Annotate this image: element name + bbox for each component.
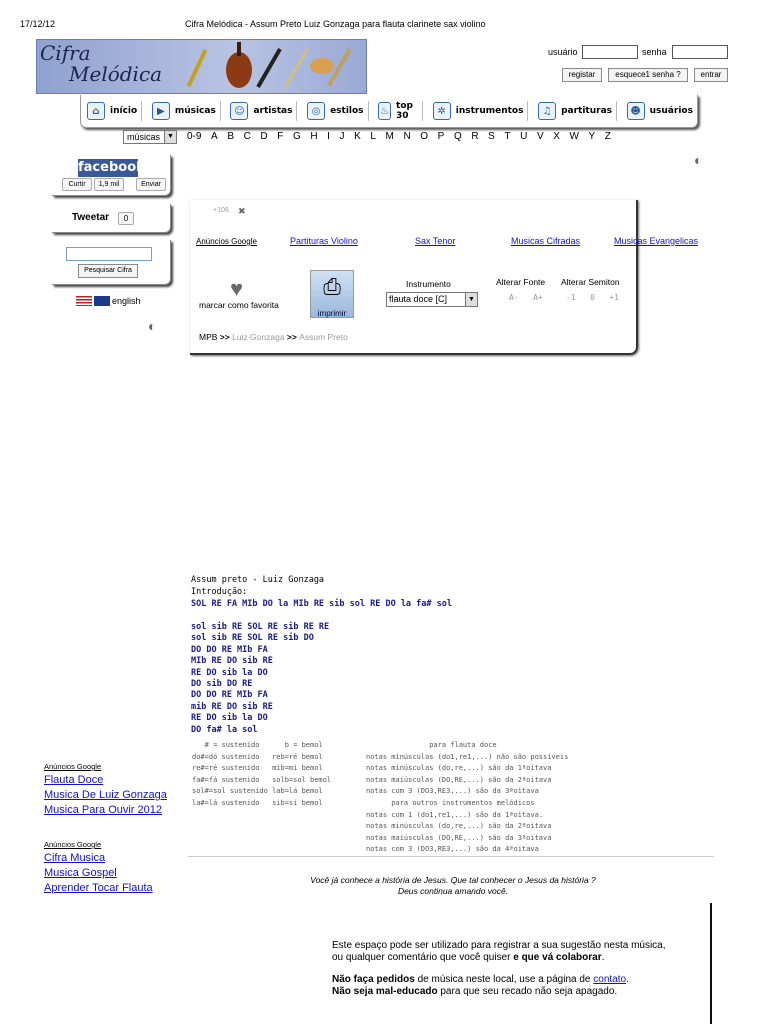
favorite-link[interactable]: marcar como favorita xyxy=(199,300,279,310)
password-input[interactable] xyxy=(672,45,728,59)
intro-label: Introdução: xyxy=(191,587,248,597)
menu-item-home[interactable] xyxy=(87,102,137,120)
ad-link[interactable]: Partituras Violino xyxy=(290,236,358,246)
musicas-select[interactable] xyxy=(123,130,177,144)
legend-line: notas maiúsculas (DO,RE,...) são da 3ªoitava xyxy=(366,833,552,842)
instrument-select[interactable] xyxy=(386,292,478,307)
alphabet-letter[interactable]: S xyxy=(488,131,495,142)
menu-item-instruments[interactable] xyxy=(433,102,524,120)
uk-flag-icon xyxy=(94,296,110,306)
menu-item-label: músicas xyxy=(174,106,216,116)
menu-item-label: instrumentos xyxy=(455,106,524,116)
menu-item-label: artistas xyxy=(253,106,293,116)
alphabet-letter[interactable]: Q xyxy=(453,131,462,142)
legend-line: re#=ré sustenido mib=mi bemol xyxy=(192,764,323,773)
main-menu xyxy=(80,95,698,128)
facebook-like-count: 1,9 mil xyxy=(94,178,124,191)
sidebar-ads-1 xyxy=(44,762,167,816)
instrument-label: Instrumento xyxy=(406,279,451,289)
google-ads-label[interactable]: Anúncios Google xyxy=(44,840,102,849)
forgot-password-button[interactable]: esquece1 senha ? xyxy=(608,68,688,82)
chevron-down-icon: ▼ xyxy=(465,293,477,306)
sidebar-ad-link[interactable]: Musica De Luiz Gonzaga xyxy=(44,789,167,801)
artist-icon: ☺ xyxy=(230,102,248,120)
menu-item-label: usuários xyxy=(649,106,693,116)
speaker-icon[interactable]: ◐ xyxy=(148,318,157,334)
alphabet-letter[interactable]: K xyxy=(354,131,361,142)
contact-link[interactable]: contato xyxy=(593,974,627,985)
font-size-label: Alterar Fonte xyxy=(496,277,546,287)
logo-text-line2: Melódica xyxy=(69,62,163,86)
comment-p3: de música neste local, use a página de xyxy=(414,974,594,985)
jesus-line1: Você já conhece a história de Jesus. Que tal conhecer o Jesus da história ? xyxy=(310,875,596,885)
legend-line: notas minúsculas (do,re,...) são da 2ªoitava xyxy=(366,822,552,831)
menu-item-styles[interactable] xyxy=(307,102,363,120)
username-input[interactable] xyxy=(582,45,638,59)
alphabet-letter[interactable]: G xyxy=(292,131,301,142)
legend-line: notas com 3 (DO3,RE3,...) são da 4ªoitava xyxy=(366,845,539,854)
divider xyxy=(188,856,714,857)
jesus-line2: Deus continua amando você. xyxy=(397,886,509,896)
printer-icon: ⎙ xyxy=(323,274,341,299)
search-button[interactable]: Pesquisar Cifra xyxy=(78,264,138,278)
alphabet-letter[interactable]: O xyxy=(420,131,429,142)
alphabet-letter[interactable]: P xyxy=(437,131,445,142)
comment-p1: Este espaço pode ser utilizado para registrar a sua sugestão nesta música, xyxy=(332,940,666,951)
fire-icon: ♨ xyxy=(378,102,391,120)
menu-item-label: partituras xyxy=(561,106,613,116)
semitone-controls[interactable]: -1 0 +1 xyxy=(566,293,619,302)
menu-item-label: início xyxy=(110,106,138,116)
comment-instructions: Este espaço pode ser utilizado para registrar a sua sugestão nesta música, ou qualquer comentário que você quiser e que vá colaborar. Não faça pedidos de música neste local, use a página de contato. Não seja mal-educado para que seu recado não seja apagado. xyxy=(332,940,702,998)
alphabet-letter[interactable]: 0-9 xyxy=(187,131,202,142)
legend-line: notas com 3 (DO3,RE3,...) são da 3ªoitava xyxy=(366,787,539,796)
menu-separator xyxy=(616,101,617,121)
alphabet-letter[interactable]: M xyxy=(385,131,394,142)
ad-link[interactable]: Musicas Evangelicas xyxy=(614,236,699,246)
score-icon: ♫ xyxy=(538,102,556,120)
song-line: DO fa# la sol xyxy=(191,724,258,735)
close-icon[interactable]: ✖ xyxy=(238,206,246,216)
tweet-count: 0 xyxy=(118,212,134,225)
sidebar-ad-link[interactable]: Aprender Tocar Flauta xyxy=(44,882,153,894)
comment-p4-bold: Não seja mal-educado xyxy=(332,986,438,997)
facebook-logo[interactable]: facebook xyxy=(78,160,145,175)
password-label: senha xyxy=(642,47,667,57)
ad-link[interactable]: Sax Tenor xyxy=(415,236,456,246)
legend-line: fa#=fá sustenido solb=sol bemol xyxy=(192,775,332,784)
menu-separator xyxy=(220,101,221,121)
search-input[interactable] xyxy=(66,247,152,261)
google-ads-label[interactable]: Anúncios Google xyxy=(44,762,102,771)
song-line: DO DO RE MIb FA xyxy=(191,690,268,701)
legend-line: sol#=sol sustenido lab=lá bemol xyxy=(192,787,323,796)
home-icon: ⌂ xyxy=(87,102,105,120)
menu-separator xyxy=(296,101,297,121)
alphabet-letter[interactable]: Z xyxy=(604,131,611,142)
menu-item-label: top 30 xyxy=(396,101,413,121)
legend-line: notas minúsculas (do1,re1,...) não são possíveis xyxy=(366,752,569,761)
us-flag-icon xyxy=(76,296,92,306)
breadcrumb: MPB >> Luiz Gonzaga >> Assum Preto xyxy=(199,332,348,342)
alphabet-letter[interactable]: Y xyxy=(588,131,596,142)
alphabet-letter[interactable]: D xyxy=(260,131,268,142)
song-title: Assum preto - Luiz Gonzaga xyxy=(191,575,325,585)
menu-item-artist[interactable] xyxy=(230,102,292,120)
styles-icon: ◎ xyxy=(307,102,325,120)
facebook-send-button[interactable]: Enviar xyxy=(136,178,166,191)
menu-separator xyxy=(368,101,369,121)
print-page-title: Cifra Melódica - Assum Preto Luiz Gonzaga para flauta clarinete sax violino xyxy=(185,19,486,29)
heart-icon[interactable]: ♥ xyxy=(230,276,244,301)
breadcrumb-song: Assum Preto xyxy=(299,332,348,342)
print-label: imprimir xyxy=(317,309,347,318)
google-ads-label[interactable]: Anúncios Google xyxy=(196,237,257,246)
legend-line: para outros instrumentos melódicos xyxy=(366,798,535,807)
breadcrumb-genre[interactable]: MPB xyxy=(199,332,218,342)
sidebar-ad-link[interactable]: Musica Gospel xyxy=(44,867,117,879)
alphabet-letter[interactable]: C xyxy=(243,131,251,142)
alphabet-letter[interactable]: L xyxy=(370,131,376,142)
semitone-label: Alterar Semiton xyxy=(561,277,620,287)
alphabet-letter[interactable]: U xyxy=(520,131,528,142)
accidentals-legend xyxy=(192,740,331,810)
song-line: RE DO sib la DO xyxy=(191,713,268,724)
song-line: RE DO sib la DO xyxy=(191,667,268,678)
instruments-illustration-icon xyxy=(187,42,362,92)
english-link[interactable] xyxy=(76,296,141,306)
register-button[interactable]: registar xyxy=(562,68,602,82)
menu-item-score[interactable] xyxy=(538,102,612,120)
instruments-icon: ✲ xyxy=(433,102,451,120)
alphabet-letter[interactable]: N xyxy=(403,131,411,142)
comment-p2-bold: e que vá colaborar xyxy=(513,952,602,963)
twitter-box xyxy=(52,204,171,233)
legend-line: notas com 1 (do1,re1,...) são da 1ªoitava. xyxy=(366,810,544,819)
font-size-controls[interactable]: A- A+ xyxy=(509,293,543,302)
play-icon: ▶ xyxy=(152,102,170,120)
song-line: mib RE DO sib RE xyxy=(191,701,273,712)
comment-p3-bold: Não faça pedidos xyxy=(332,974,415,985)
song-line: DO DO RE MIb FA xyxy=(191,644,268,655)
sidebar-ad-link[interactable]: Musica Para Ouvir 2012 xyxy=(44,804,162,816)
menu-item-fire[interactable] xyxy=(378,101,418,121)
legend-line: do#=dó sustenido reb=ré bemol xyxy=(192,752,323,761)
instrument-select-value: flauta doce [C] xyxy=(389,294,448,304)
print-button[interactable] xyxy=(310,270,354,318)
alphabet-letter[interactable]: X xyxy=(553,131,560,142)
users-icon: ☻ xyxy=(627,102,645,120)
print-date: 17/12/12 xyxy=(20,19,56,29)
intro-notes: SOL RE FA MIb DO la MIb RE sib sol RE DO la fa# sol xyxy=(191,599,452,609)
alphabet-letter[interactable]: I xyxy=(327,131,330,142)
sidebar-ad-link[interactable]: Cifra Musica xyxy=(44,852,106,864)
menu-separator xyxy=(141,101,142,121)
menu-item-label: estilos xyxy=(330,106,364,116)
song-line: MIb RE DO sib RE xyxy=(191,656,273,667)
comment-p4: para que seu recado não seja apagado. xyxy=(437,986,618,997)
site-logo[interactable] xyxy=(36,39,367,94)
facebook-like-button[interactable]: Curtir xyxy=(62,178,92,191)
menu-separator xyxy=(422,101,423,121)
alphabet-letter[interactable]: B xyxy=(227,131,234,142)
comment-box-border xyxy=(710,903,712,1024)
legend-line: notas minúsculas (do,re,...) são da 1ªoitava xyxy=(366,764,552,773)
alphabet-letter[interactable]: T xyxy=(504,131,511,142)
legend-line: notas maiúsculas (DO,RE,...) são da 2ªoitava xyxy=(366,775,552,784)
sidebar-ads-2 xyxy=(44,840,153,894)
alphabet-letter[interactable]: W xyxy=(569,131,579,142)
song-line: sol sib RE SOL RE sib DO xyxy=(191,633,314,644)
comment-p2: ou qualquer comentário que você quiser xyxy=(332,952,514,963)
song-line: DO sib DO RE xyxy=(191,679,253,690)
enter-button[interactable]: entrar xyxy=(694,68,728,82)
breadcrumb-artist[interactable]: Luiz Gonzaga xyxy=(232,332,285,342)
legend-line: # = sustenido b = bemol xyxy=(192,741,323,749)
logo-text-line1: Cifra xyxy=(40,41,91,65)
octave-legend xyxy=(366,740,568,856)
username-label: usuário xyxy=(548,47,578,57)
alphabet-letter[interactable]: F xyxy=(277,131,284,142)
alphabet-letter[interactable]: J xyxy=(339,131,345,142)
song-notes xyxy=(191,622,329,736)
menu-item-users[interactable] xyxy=(627,102,693,120)
plus-one-count: +106 xyxy=(213,207,229,214)
ad-link[interactable]: Musicas Cifradas xyxy=(511,236,581,246)
sidebar-ad-link[interactable]: Flauta Doce xyxy=(44,774,104,786)
song-line: sol sib RE SOL RE sib RE RE xyxy=(191,622,330,632)
chevron-down-icon: ▼ xyxy=(164,131,176,143)
tweet-button[interactable]: Tweetar xyxy=(72,212,110,223)
alphabet-letter[interactable]: A xyxy=(211,131,218,142)
legend-line: la#=lá sustenido sib=si bemol xyxy=(192,798,323,807)
musicas-select-value: músicas xyxy=(127,132,161,142)
alphabet-index xyxy=(187,131,620,142)
english-label: english xyxy=(112,296,141,306)
speaker-icon[interactable]: ◐ xyxy=(694,152,703,168)
alphabet-letter[interactable]: V xyxy=(536,131,544,142)
legend-line: para flauta doce xyxy=(366,741,497,749)
alphabet-letter[interactable]: R xyxy=(471,131,479,142)
alphabet-letter[interactable]: H xyxy=(310,131,318,142)
menu-item-play[interactable] xyxy=(152,102,216,120)
menu-separator xyxy=(527,101,528,121)
jesus-message xyxy=(190,875,716,897)
